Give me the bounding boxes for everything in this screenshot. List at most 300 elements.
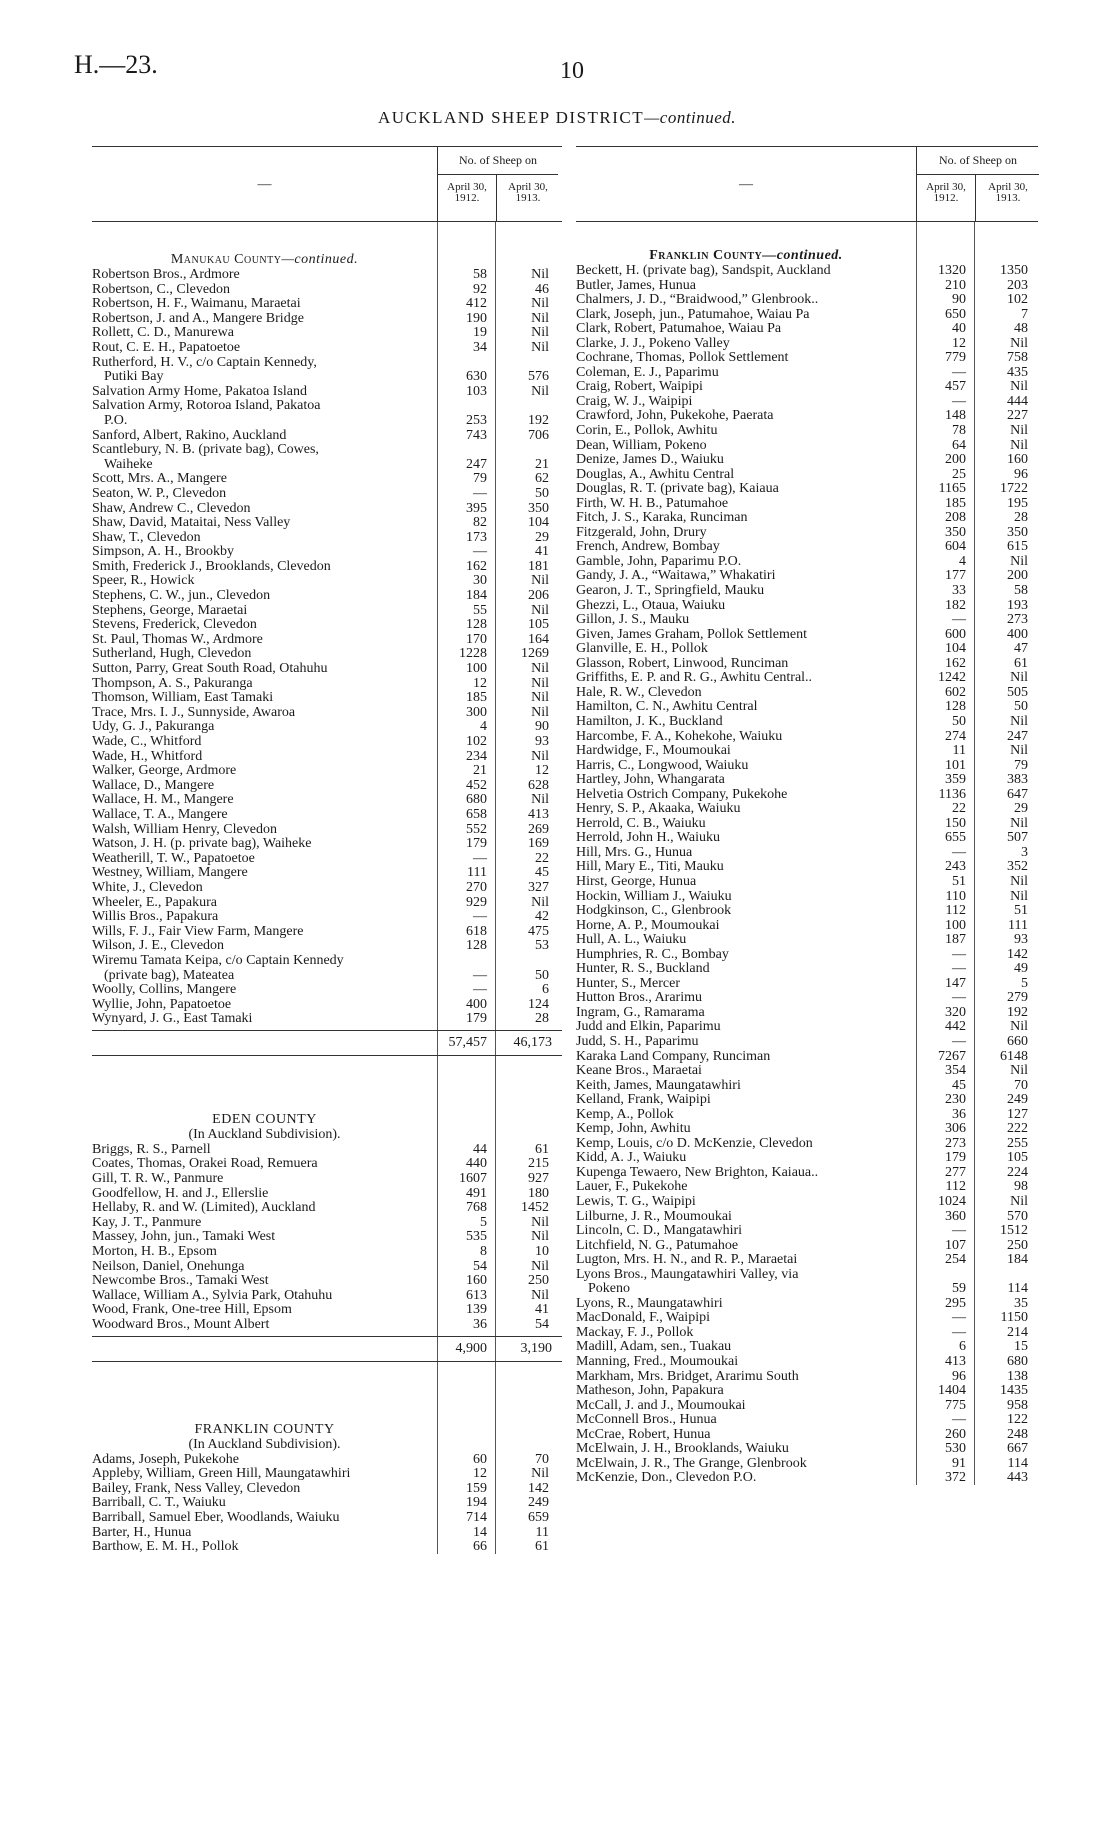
- table-row: [576, 1456, 1038, 1471]
- table-row: [92, 559, 562, 574]
- table-row: [92, 822, 562, 837]
- count-1913: 927: [528, 1171, 549, 1187]
- holder-name: Goodfellow, H. and J., Ellerslie: [92, 1185, 269, 1201]
- count-1912: 190: [466, 310, 487, 326]
- holder-name-continued: Pokeno: [588, 1281, 630, 1297]
- right-column: [576, 146, 1038, 1485]
- holder-name: Kelland, Frank, Waipipi: [576, 1092, 711, 1108]
- count-1912: 1024: [938, 1194, 966, 1209]
- table-row: [576, 1209, 1038, 1224]
- count-1912: 277: [945, 1164, 966, 1180]
- holder-name: Harcombe, F. A., Kohekohe, Waiuku: [576, 728, 783, 744]
- count-1912: 110: [945, 888, 966, 904]
- table-row: [576, 394, 1038, 409]
- holder-name: St. Paul, Thomas W., Ardmore: [92, 631, 263, 647]
- count-1912: 40: [952, 321, 966, 337]
- count-1912: 104: [945, 641, 966, 657]
- count-1912: —: [952, 990, 966, 1006]
- table-row: [576, 423, 1038, 438]
- count-1913: 475: [528, 923, 549, 939]
- count-1913: Nil: [531, 1214, 549, 1230]
- holder-name: Ingram, G., Ramarama: [576, 1004, 705, 1020]
- count-1913: Nil: [531, 748, 549, 764]
- table-row: [576, 1354, 1038, 1369]
- table-row: [576, 1325, 1038, 1340]
- count-1912: 12: [473, 1466, 487, 1482]
- holder-name: Hartley, John, Whangarata: [576, 772, 725, 788]
- count-1912: —: [952, 844, 966, 860]
- table-row: [576, 365, 1038, 380]
- table-row: [92, 749, 562, 764]
- holder-name: Craig, W. J., Waipipi: [576, 393, 693, 409]
- holder-name: Hill, Mary E., Titi, Mauku: [576, 859, 724, 875]
- count-1913: 680: [1007, 1354, 1028, 1370]
- holder-name: Keith, James, Maungatawhiri: [576, 1077, 741, 1093]
- count-1912: 230: [945, 1092, 966, 1108]
- count-1912: —: [473, 909, 487, 925]
- count-1912: 111: [467, 865, 487, 881]
- count-1912: —: [473, 982, 487, 998]
- table-row: [576, 670, 1038, 685]
- count-1912: 179: [466, 1011, 487, 1027]
- count-1913: 615: [1007, 539, 1028, 555]
- table-row: [576, 932, 1038, 947]
- holder-name: Shaw, David, Mataitai, Ness Valley: [92, 515, 291, 531]
- table-row: [576, 1223, 1038, 1238]
- table-row: [92, 1273, 562, 1288]
- holder-name: Speer, R., Howick: [92, 573, 195, 589]
- table-row: [576, 729, 1038, 744]
- holder-name: Glasson, Robert, Linwood, Runciman: [576, 655, 789, 671]
- section-heading-eden: EDEN COUNTY: [212, 1111, 317, 1127]
- section-sub-franklin: (In Auckland Subdivision).: [188, 1436, 341, 1452]
- table-row: [576, 1136, 1038, 1151]
- count-1912: 159: [466, 1480, 487, 1496]
- holder-name: Wyllie, John, Papatoetoe: [92, 996, 232, 1012]
- holder-name: Stephens, George, Maraetai: [92, 602, 248, 618]
- count-1913: 6: [542, 982, 549, 998]
- holder-name: Gandy, J. A., “Waitawa,” Whakatiri: [576, 568, 776, 584]
- holder-name: Woolly, Collins, Mangere: [92, 982, 237, 998]
- table-row: [576, 1150, 1038, 1165]
- count-1913: 1512: [1000, 1223, 1028, 1239]
- holder-name: Thompson, A. S., Pakuranga: [92, 675, 253, 691]
- count-1912: 243: [945, 859, 966, 875]
- count-1913: Nil: [1010, 873, 1028, 889]
- count-1913: Nil: [1010, 437, 1028, 453]
- count-1912: —: [473, 850, 487, 866]
- holder-name: Newcombe Bros., Tamaki West: [92, 1273, 269, 1289]
- count-1912: 147: [945, 975, 966, 991]
- count-1912: 412: [466, 296, 487, 312]
- count-1912: 139: [466, 1302, 487, 1318]
- table-row: [576, 1383, 1038, 1398]
- count-1913: 21: [535, 456, 549, 472]
- count-1912: 34: [473, 339, 487, 355]
- holder-name: Neilson, Daniel, Onehunga: [92, 1258, 245, 1274]
- table-row: [92, 1466, 562, 1481]
- count-1913: 570: [1007, 1208, 1028, 1224]
- table-row: [92, 340, 562, 355]
- table-row: [576, 336, 1038, 351]
- left-column: [92, 146, 562, 1554]
- count-1912: —: [952, 1324, 966, 1340]
- count-1913: 1722: [1000, 481, 1028, 497]
- count-1912: 185: [466, 690, 487, 706]
- count-1912: 1228: [459, 646, 487, 662]
- count-1912: 8: [480, 1244, 487, 1260]
- total-1913: 46,173: [513, 1034, 552, 1050]
- count-1912: 253: [466, 412, 487, 428]
- table-row: [576, 568, 1038, 583]
- count-1912: 107: [945, 1237, 966, 1253]
- count-1912: 372: [945, 1470, 966, 1486]
- count-1912: —: [473, 967, 487, 983]
- count-1913: 435: [1007, 364, 1028, 380]
- table-row: [92, 442, 562, 471]
- table-row: [92, 763, 562, 778]
- table-row: [92, 690, 562, 705]
- holder-name: Hale, R. W., Clevedon: [576, 684, 702, 700]
- holder-name: Litchfield, N. G., Patumahoe: [576, 1237, 739, 1253]
- count-1912: —: [952, 1223, 966, 1239]
- holder-name: Hutton Bros., Ararimu: [576, 990, 702, 1006]
- holder-name: Robertson, H. F., Waimanu, Maraetai: [92, 296, 301, 312]
- count-1913: 79: [1014, 757, 1028, 773]
- count-1913: 93: [535, 734, 549, 749]
- count-1912: 295: [945, 1295, 966, 1311]
- count-1913: 6148: [1000, 1048, 1028, 1064]
- count-1913: 249: [528, 1495, 549, 1511]
- holder-name: McKenzie, Don., Clevedon P.O.: [576, 1470, 757, 1486]
- count-1912: 1136: [938, 786, 966, 802]
- count-1913: Nil: [531, 602, 549, 618]
- count-1912: 51: [952, 873, 966, 889]
- count-1912: —: [952, 946, 966, 962]
- franklin-rows-left: [92, 1452, 562, 1554]
- count-1912: 184: [466, 588, 487, 604]
- table-row: [576, 685, 1038, 700]
- holder-name: Corin, E., Pollok, Awhitu: [576, 423, 718, 439]
- count-1913: 193: [1007, 597, 1028, 613]
- count-1912: —: [952, 364, 966, 380]
- holder-name: Hirst, George, Hunua: [576, 873, 697, 889]
- table-row: [576, 1296, 1038, 1311]
- table-row: [92, 1229, 562, 1244]
- count-1913: 70: [1014, 1077, 1028, 1093]
- count-1912: 112: [945, 1179, 966, 1195]
- header-col-1912: April 30, 1912.: [447, 181, 487, 204]
- table-row: [576, 292, 1038, 307]
- table-row: [576, 525, 1038, 540]
- table-row: [92, 1215, 562, 1230]
- holder-name: Gillon, J. S., Mauku: [576, 612, 690, 628]
- count-1912: 64: [952, 437, 966, 453]
- count-1913: 958: [1007, 1397, 1028, 1413]
- header-group-label: No. of Sheep on: [939, 153, 1017, 167]
- holder-name: Clark, Joseph, jun., Patumahoe, Waiau Pa: [576, 306, 810, 322]
- table-row: [576, 467, 1038, 482]
- holder-name: McCrae, Robert, Hunua: [576, 1426, 711, 1442]
- holder-name: Walker, George, Ardmore: [92, 763, 237, 779]
- count-1913: 46: [535, 281, 549, 297]
- holder-name: Sanford, Albert, Rakino, Auckland: [92, 427, 287, 443]
- count-1913: 250: [528, 1273, 549, 1289]
- count-1913: 114: [1007, 1281, 1028, 1297]
- total-1912: 57,457: [448, 1034, 487, 1050]
- holder-name: Griffiths, E. P. and R. G., Awhitu Central..: [576, 670, 813, 686]
- count-1913: 195: [1007, 495, 1028, 511]
- count-1912: 395: [466, 500, 487, 516]
- count-1913: 505: [1007, 684, 1028, 700]
- count-1913: 127: [1007, 1106, 1028, 1122]
- holder-name: Sutherland, Hugh, Clevedon: [92, 646, 252, 662]
- count-1912: 44: [473, 1141, 487, 1157]
- table-row: [92, 778, 562, 793]
- count-1912: 234: [466, 748, 487, 764]
- count-1913: 706: [528, 427, 549, 443]
- count-1912: 359: [945, 772, 966, 788]
- holder-name: Craig, Robert, Waipipi: [576, 379, 703, 395]
- count-1912: —: [952, 961, 966, 977]
- count-1912: 55: [473, 602, 487, 618]
- table-row: [92, 997, 562, 1012]
- count-1913: Nil: [531, 339, 549, 355]
- table-row: [92, 661, 562, 676]
- holder-name: Hunter, R. S., Buckland: [576, 961, 710, 977]
- holder-name: Kay, J. T., Panmure: [92, 1214, 202, 1230]
- holder-name: Douglas, A., Awhitu Central: [576, 466, 735, 482]
- count-1912: 148: [945, 408, 966, 424]
- eden-total: [92, 1336, 562, 1362]
- count-1913: 29: [1014, 801, 1028, 817]
- count-1913: 142: [528, 1480, 549, 1496]
- table-row: [576, 307, 1038, 322]
- count-1912: 743: [466, 427, 487, 443]
- holder-name: White, J., Clevedon: [92, 879, 203, 895]
- table-row: [92, 1186, 562, 1201]
- table-row: [92, 807, 562, 822]
- table-row: [92, 515, 562, 530]
- count-1913: Nil: [1010, 335, 1028, 351]
- holder-name: McConnell Bros., Hunua: [576, 1412, 717, 1428]
- holder-name: Wheeler, E., Papakura: [92, 894, 217, 910]
- count-1913: 206: [528, 588, 549, 604]
- holder-name: Gamble, John, Paparimu P.O.: [576, 553, 742, 569]
- table-row: [92, 705, 562, 720]
- count-1912: 50: [952, 713, 966, 729]
- table-row: [576, 263, 1038, 278]
- holder-name: Butler, James, Hunua: [576, 277, 696, 293]
- count-1912: 194: [466, 1495, 487, 1511]
- holder-name: Kemp, A., Pollok: [576, 1106, 674, 1122]
- count-1913: 41: [535, 1302, 549, 1318]
- count-1913: Nil: [531, 1229, 549, 1245]
- count-1913: 576: [528, 369, 549, 385]
- table-row: [92, 603, 562, 618]
- holder-name: Scantlebury, N. B. (private bag), Cowes,: [92, 442, 319, 458]
- holder-name: Wiremu Tamata Keipa, c/o Captain Kennedy: [92, 952, 344, 968]
- count-1912: 1320: [938, 263, 966, 278]
- count-1913: 58: [1014, 583, 1028, 599]
- count-1912: 21: [473, 763, 487, 779]
- count-1913: 122: [1007, 1412, 1028, 1428]
- holder-name: Barthow, E. M. H., Pollok: [92, 1539, 239, 1555]
- table-row: [92, 865, 562, 880]
- table-row: [576, 1412, 1038, 1427]
- count-1912: 11: [952, 743, 966, 759]
- page-number: 10: [560, 58, 584, 84]
- table-row: [576, 918, 1038, 933]
- count-1912: 101: [945, 757, 966, 773]
- count-1912: 254: [945, 1252, 966, 1268]
- count-1913: 50: [535, 485, 549, 501]
- table-row: [92, 1171, 562, 1186]
- count-1912: 14: [473, 1524, 487, 1540]
- count-1912: 400: [466, 996, 487, 1012]
- count-1913: 247: [1007, 728, 1028, 744]
- table-row: [92, 617, 562, 632]
- table-row: [576, 874, 1038, 889]
- holder-name: Simpson, A. H., Brookby: [92, 544, 234, 560]
- table-row: [92, 1142, 562, 1157]
- count-1913: 53: [535, 938, 549, 954]
- count-1913: 98: [1014, 1179, 1028, 1195]
- holder-name: Wallace, H. M., Mangere: [92, 792, 234, 808]
- table-row: [576, 612, 1038, 627]
- table-row: [576, 889, 1038, 904]
- table-row: [576, 1398, 1038, 1413]
- holder-name: Kupenga Tewaero, New Brighton, Kaiaua..: [576, 1164, 819, 1180]
- holder-name: Barriball, Samuel Eber, Woodlands, Waiuku: [92, 1509, 340, 1525]
- count-1913: Nil: [1010, 713, 1028, 729]
- count-1912: 530: [945, 1441, 966, 1457]
- holder-name: Madill, Adam, sen., Tuakau: [576, 1339, 732, 1355]
- count-1912: 102: [466, 734, 487, 749]
- holder-name: Hellaby, R. and W. (Limited), Auckland: [92, 1200, 316, 1216]
- table-row: [92, 1156, 562, 1171]
- count-1912: 12: [473, 675, 487, 691]
- count-1913: 48: [1014, 321, 1028, 337]
- count-1912: 79: [473, 471, 487, 487]
- count-1913: 1350: [1000, 263, 1028, 278]
- holder-name: Harris, C., Longwood, Waiuku: [576, 757, 749, 773]
- count-1912: 128: [466, 617, 487, 633]
- holder-name: Gearon, J. T., Springfield, Mauku: [576, 583, 765, 599]
- header-col-1912: April 30, 1912.: [926, 181, 966, 204]
- holder-name: Lugton, Mrs. H. N., and R. P., Maraetai: [576, 1252, 798, 1268]
- count-1913: 249: [1007, 1092, 1028, 1108]
- holder-name: Barter, H., Hunua: [92, 1524, 192, 1540]
- header-group: [916, 147, 1039, 221]
- count-1912: 680: [466, 792, 487, 808]
- count-1913: 215: [528, 1156, 549, 1172]
- count-1913: 41: [535, 544, 549, 560]
- table-row: [576, 321, 1038, 336]
- table-row: [92, 909, 562, 924]
- table-row: [576, 1427, 1038, 1442]
- count-1913: 160: [1007, 452, 1028, 468]
- holder-name: Coates, Thomas, Orakei Road, Remuera: [92, 1156, 318, 1172]
- count-1913: 7: [1021, 306, 1028, 322]
- table-row: [576, 496, 1038, 511]
- table-row: [576, 787, 1038, 802]
- table-row: [576, 656, 1038, 671]
- table-row: [576, 1310, 1038, 1325]
- holder-name: Wade, C., Whitford: [92, 734, 202, 749]
- holder-name: Hodgkinson, C., Glenbrook: [576, 903, 732, 919]
- count-1912: 162: [945, 655, 966, 671]
- count-1912: 602: [945, 684, 966, 700]
- count-1913: Nil: [1010, 423, 1028, 439]
- count-1912: 92: [473, 281, 487, 297]
- table-row: [92, 325, 562, 340]
- table-row: [576, 1063, 1038, 1078]
- count-1912: 4: [959, 553, 966, 569]
- table-row: [92, 282, 562, 297]
- table-row: [92, 836, 562, 851]
- holder-name: Keane Bros., Maraetai: [576, 1063, 702, 1079]
- count-1913: 138: [1007, 1368, 1028, 1384]
- count-1913: 164: [528, 631, 549, 647]
- count-1912: 179: [945, 1150, 966, 1166]
- table-row: [92, 1495, 562, 1510]
- eden-rows: [92, 1142, 562, 1332]
- right-table-header: [576, 146, 1038, 222]
- holder-name: Kemp, John, Awhitu: [576, 1121, 691, 1137]
- section-sub-eden: (In Auckland Subdivision).: [188, 1126, 341, 1142]
- holder-name: Wynyard, J. G., East Tamaki: [92, 1011, 253, 1027]
- count-1912: 66: [473, 1539, 487, 1555]
- count-1912: 96: [952, 1368, 966, 1384]
- count-1913: 350: [528, 500, 549, 516]
- count-1912: 7267: [938, 1048, 966, 1064]
- holder-name: Bailey, Frank, Ness Valley, Clevedon: [92, 1480, 301, 1496]
- count-1913: 227: [1007, 408, 1028, 424]
- count-1913: 181: [528, 558, 549, 574]
- holder-name: Matheson, John, Papakura: [576, 1383, 724, 1399]
- table-row: [576, 408, 1038, 423]
- holder-name: Walsh, William Henry, Clevedon: [92, 821, 277, 837]
- count-1913: 184: [1007, 1252, 1028, 1268]
- count-1912: 300: [466, 704, 487, 720]
- holder-name: Crawford, John, Pukekohe, Paerata: [576, 408, 774, 424]
- holder-name: MacDonald, F., Waipipi: [576, 1310, 710, 1326]
- holder-name: Hamilton, C. N., Awhitu Central: [576, 699, 758, 715]
- count-1912: 91: [952, 1455, 966, 1471]
- count-1913: 400: [1007, 626, 1028, 642]
- count-1913: 50: [535, 967, 549, 983]
- holder-name: Rout, C. E. H., Papatoetoe: [92, 339, 241, 355]
- count-1913: 660: [1007, 1033, 1028, 1049]
- count-1913: 10: [535, 1244, 549, 1260]
- table-row: [576, 1194, 1038, 1209]
- header-group-label: No. of Sheep on: [459, 153, 537, 167]
- count-1913: Nil: [531, 1466, 549, 1482]
- count-1913: 667: [1007, 1441, 1028, 1457]
- table-row: [576, 627, 1038, 642]
- count-1913: Nil: [1010, 1194, 1028, 1209]
- count-1912: 535: [466, 1229, 487, 1245]
- count-1913: 1435: [1000, 1383, 1028, 1399]
- count-1913: 250: [1007, 1237, 1028, 1253]
- holder-name: Trace, Mrs. I. J., Sunnyside, Awaroa: [92, 704, 296, 720]
- franklin-rows-right: [576, 263, 1038, 1485]
- count-1912: 12: [952, 335, 966, 351]
- table-row: [576, 1369, 1038, 1384]
- count-1912: —: [473, 544, 487, 560]
- holder-name: Hull, A. L., Waiuku: [576, 932, 687, 948]
